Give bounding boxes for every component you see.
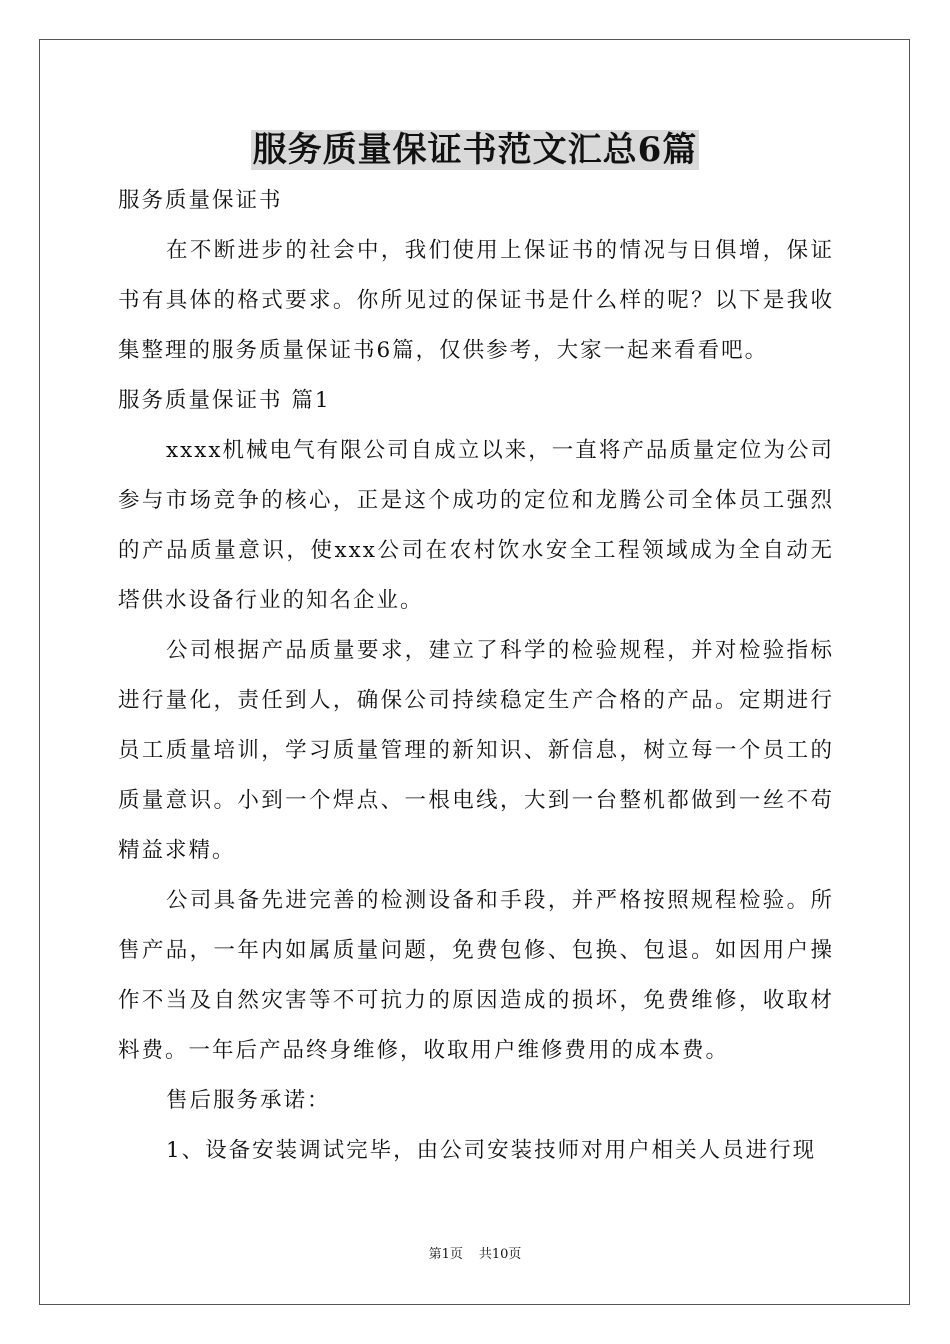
paragraph: 服务质量保证书 [118, 188, 283, 213]
paragraph: 1、设备安装调试完毕，由公司安装技师对用户相关人员进行现 [166, 1138, 817, 1163]
paragraph: 公司具备先进完善的检测设备和手段，并严格按照规程检验。所售产品，一年内如属质量问题，免费包修、包换、包退。如因用户操作不当及自然灾害等不可抗力的原因造成的损坏，免费维修，收取材料费。一年后产品终身维修，收取用户维修费用的成本费。 [118, 888, 834, 1063]
paragraph: 在不断进步的社会中，我们使用上保证书的情况与日俱增，保证书有具体的格式要求。你所见过的保证书是什么样的呢？以下是我收集整理的服务质量保证书6篇，仅供参考，大家一起来看看吧。 [118, 238, 834, 363]
page-total: 共10页 [478, 1247, 522, 1262]
paragraph: 售后服务承诺： [166, 1088, 331, 1113]
document-title-text: 服务质量保证书范文汇总6篇 [252, 130, 698, 170]
paragraph: xxxx机械电气有限公司自成立以来，一直将产品质量定位为公司参与市场竞争的核心，正是这个成功的定位和龙腾公司全体员工强烈的产品质量意识，使xxx公司在农村饮水安全工程领域成为全自动无塔供水设备行业的知名企业。 [118, 438, 834, 613]
paragraph: 公司根据产品质量要求，建立了科学的检验规程，并对检验指标进行量化，责任到人，确保公司持续稳定生产合格的产品。定期进行员工质量培训，学习质量管理的新知识、新信息，树立每一个员工的质量意识。小到一个焊点、一根电线，大到一台整机都做到一丝不苟精益求精。 [118, 638, 834, 863]
page-footer [0, 1246, 950, 1264]
page-number: 第1页 [428, 1247, 463, 1262]
document-title [0, 128, 950, 172]
paragraph: 服务质量保证书 篇1 [118, 388, 331, 413]
document-body [118, 176, 834, 1176]
